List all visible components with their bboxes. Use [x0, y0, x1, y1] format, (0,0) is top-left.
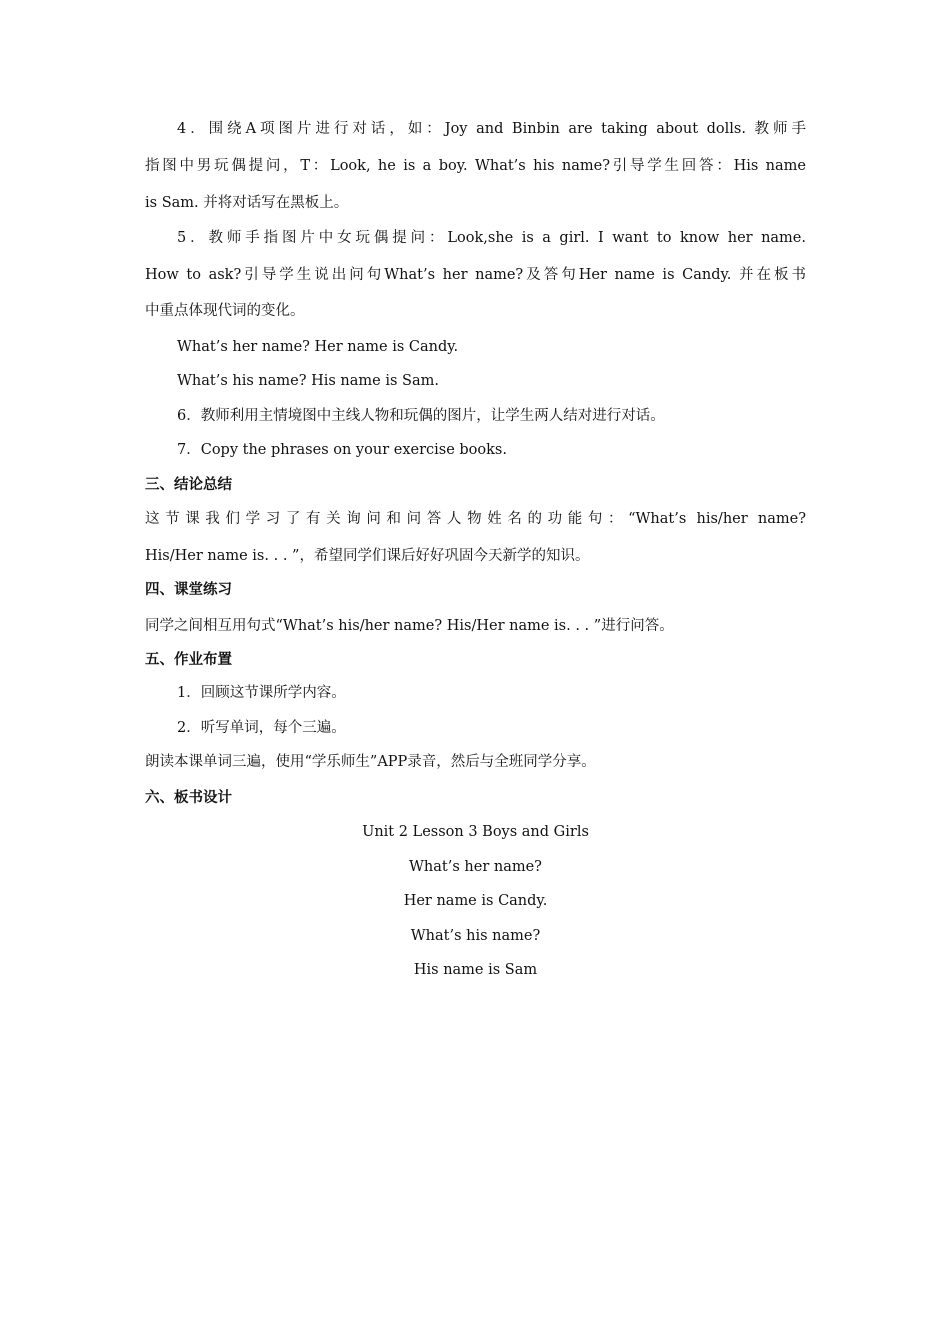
text-line: 朗读本课单词三遍，使用“学乐师生”APP录音，然后与全班同学分享。	[145, 754, 596, 770]
example-sentence: What’s his name? His name is Sam.	[177, 373, 439, 389]
board-line: What’s his name?	[410, 928, 541, 944]
homework-item: 1．回顾这节课所学内容。	[177, 685, 346, 701]
section-heading: 三、结论总结	[145, 477, 232, 493]
section-heading: 六、板书设计	[145, 790, 232, 806]
section-heading: 五、作业布置	[145, 652, 232, 668]
text-line: 中重点体现代词的变化。	[145, 303, 305, 319]
text-line: is Sam. 并将对话写在黑板上。	[145, 195, 349, 211]
board-line: Her name is Candy.	[403, 893, 548, 909]
board-line: Unit 2 Lesson 3 Boys and Girls	[362, 824, 589, 840]
text-line: 这节课我们学习了有关询问和问答人物姓名的功能句：“What’s his/her name?	[145, 511, 806, 527]
step-7: 7．Copy the phrases on your exercise books.	[177, 442, 507, 458]
text-line: 5．教师手指图片中女玩偶提问：Look,she is a girl. I want to know her name.	[177, 230, 806, 246]
text-line: 4．围绕A项图片进行对话，如：Joy and Binbin are taking about dolls. 教师手	[177, 121, 806, 137]
text-line: How to ask?引导学生说出问句What’s her name?及答句Her name is Candy. 并在板书	[145, 267, 806, 283]
example-sentence: What’s her name? Her name is Candy.	[177, 339, 459, 355]
text-line: 指图中男玩偶提问，T：Look, he is a boy. What’s his name?引导学生回答：His name	[145, 158, 806, 174]
text-line: His/Her name is. . . ”，希望同学们课后好好巩固今天新学的知识。	[145, 548, 590, 564]
section-heading: 四、课堂练习	[145, 582, 232, 598]
text-line: 同学之间相互用句式“What’s his/her name? His/Her name is. . . ”进行问答。	[145, 618, 674, 634]
board-line: His name is Sam	[413, 962, 538, 978]
board-line: What’s her name?	[409, 859, 542, 875]
step-6: 6．教师利用主情境图中主线人物和玩偶的图片，让学生两人结对进行对话。	[177, 408, 665, 424]
homework-item: 2．听写单词，每个三遍。	[177, 720, 346, 736]
